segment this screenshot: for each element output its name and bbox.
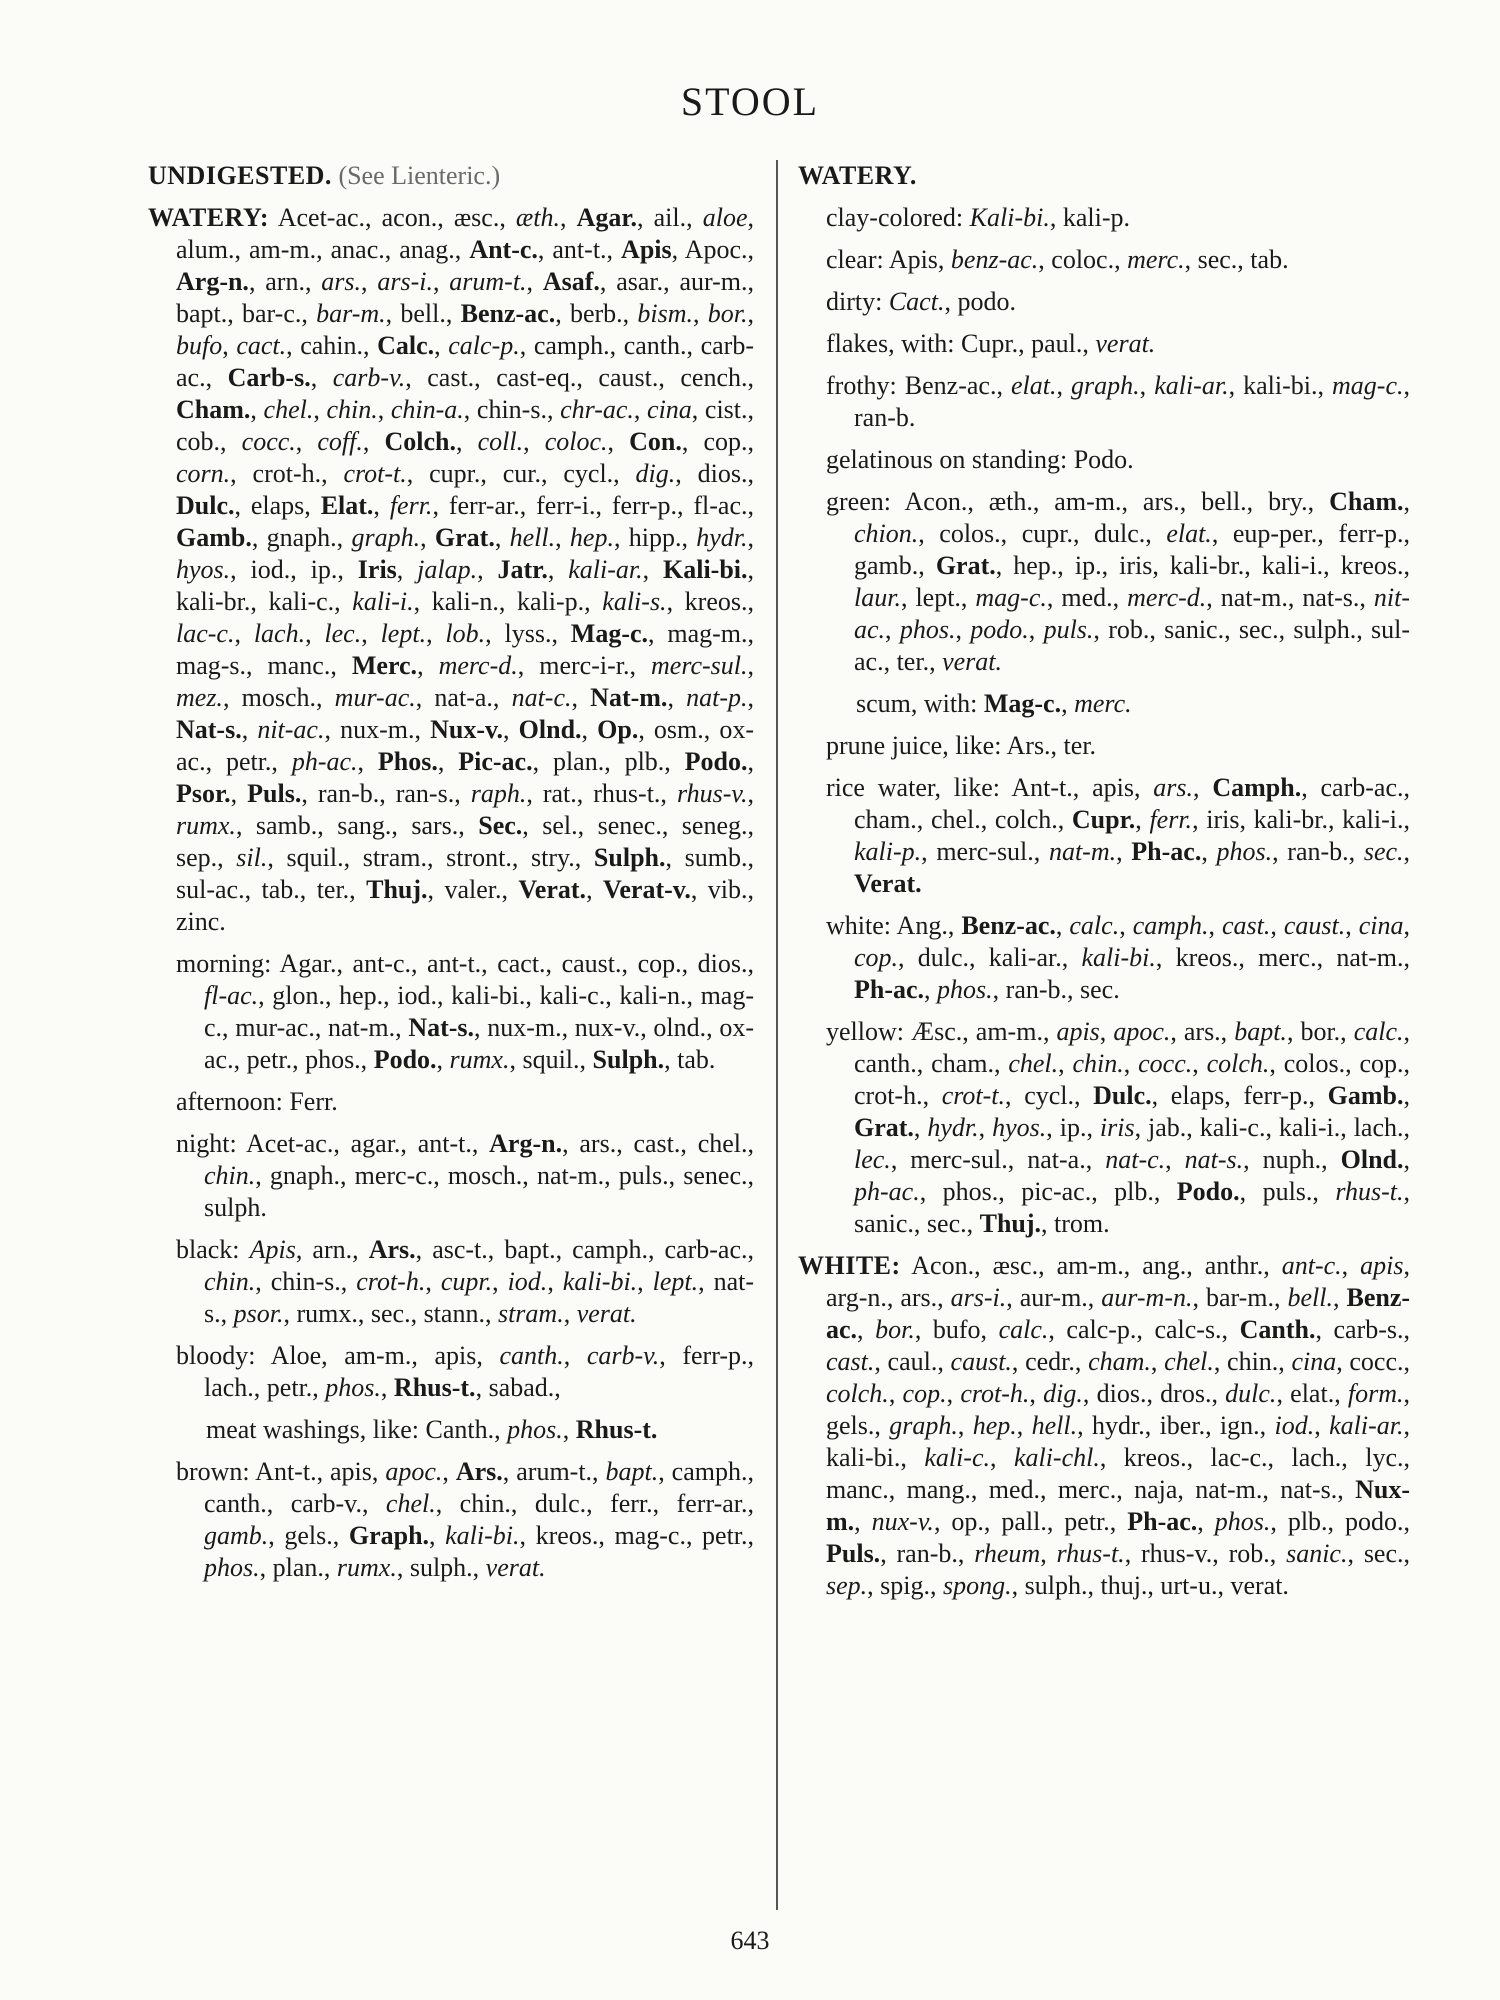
remedy-bold: Carb-s. (227, 363, 311, 392)
remedy-italic: chel. (1008, 1049, 1059, 1078)
remedy-italic: kali-chl. (1013, 1443, 1100, 1472)
remedy-italic: podo. (970, 615, 1029, 644)
rubric-heading: scum, with: (856, 689, 978, 718)
rubric-sub: night: Acet-ac., agar., ant-t., Arg-n., ars., cast., chel., chin., gnaph., merc-c., mosch., nat-m., puls., senec., sulph. (176, 1129, 754, 1222)
remedy-bold: Puls. (826, 1539, 881, 1568)
remedy-italic: ars-i. (377, 267, 433, 296)
remedy-italic: merc. (1127, 245, 1185, 274)
remedy-italic: bar-m. (316, 299, 386, 328)
remedy-italic: mag-c. (975, 583, 1047, 612)
remedy-italic: dig. (635, 459, 676, 488)
remedy-italic: cast. (826, 1347, 875, 1376)
remedy-italic: iod. (1274, 1411, 1315, 1440)
remedy-bold: Con. (629, 427, 682, 456)
remedy-italic: kali-c. (924, 1443, 990, 1472)
remedy-bold: Op. (597, 715, 639, 744)
remedy-bold: Arg-n. (489, 1129, 563, 1158)
remedy-italic: mez. (176, 683, 223, 712)
rubric-sub: afternoon: Ferr. (176, 1087, 338, 1116)
remedy-italic: aur-m-n. (1101, 1283, 1193, 1312)
remedy-italic: iris (1099, 1113, 1135, 1142)
remedy-italic: verat. (576, 1299, 637, 1328)
remedy-italic: apoc. (385, 1457, 443, 1486)
remedy-bold: Thuj. (979, 1209, 1042, 1238)
remedy-bold: Apis (621, 235, 672, 264)
remedy-italic: lach. (253, 619, 306, 648)
remedy-italic: phos. (1214, 1507, 1271, 1536)
remedy-italic: form. (1347, 1379, 1404, 1408)
remedy-italic: lept. (652, 1267, 699, 1296)
remedy-italic: bapt. (1234, 1017, 1287, 1046)
remedy-italic: canth. (499, 1341, 564, 1370)
remedy-italic: rhus-t. (1335, 1177, 1404, 1206)
remedy-italic: puls. (1043, 615, 1094, 644)
remedy-italic: cast. (1222, 911, 1271, 940)
rubric-heading: gelatinous on standing: (826, 445, 1068, 474)
remedy-italic: graph. (351, 523, 421, 552)
rubric-heading: frothy: (826, 371, 897, 400)
remedy-italic: rhus-v. (676, 779, 748, 808)
remedy-italic: benz-ac. (950, 245, 1039, 274)
remedy-italic: nat-c. (1105, 1145, 1166, 1174)
remedy-bold: Camph. (1212, 773, 1302, 802)
rubric-heading: dirty: (826, 287, 883, 316)
remedy-italic: iod. (507, 1267, 548, 1296)
remedy-italic: chel. (1164, 1347, 1214, 1376)
remedy-italic: phos. (1216, 837, 1273, 866)
remedy-italic: fl-ac. (204, 981, 259, 1010)
remedy-italic: bapt. (605, 1457, 659, 1486)
cross-reference: (See Lienteric.) (331, 161, 501, 190)
remedy-italic: Apis (249, 1235, 296, 1264)
remedy-italic: calc. (1069, 911, 1120, 940)
rubric-heading: clear: (826, 245, 884, 274)
remedy-italic: merc-sul. (651, 651, 748, 680)
remedy-italic: colch. (1206, 1049, 1270, 1078)
remedy-italic: cop. (854, 943, 899, 972)
remedy-italic: chin. (326, 395, 378, 424)
remedy-italic: caust. (950, 1347, 1012, 1376)
remedy-italic: sanic. (1286, 1539, 1348, 1568)
remedy-italic: coll. (477, 427, 524, 456)
remedy-bold: Grat. (935, 551, 996, 580)
remedy-bold: Psor. (176, 779, 231, 808)
remedy-bold: Jatr. (497, 555, 548, 584)
remedy-italic: sec. (1363, 837, 1404, 866)
remedy-italic: hep. (972, 1411, 1017, 1440)
remedy-italic: camph. (1132, 911, 1209, 940)
remedy-bold: Gamb. (1327, 1081, 1404, 1110)
rubric-main (798, 160, 1410, 192)
remedy-bold: Iris (357, 555, 397, 584)
remedy-italic: Cact. (888, 287, 945, 316)
remedy-italic: jalap. (417, 555, 478, 584)
remedy-italic: cocc. (1138, 1049, 1193, 1078)
remedy-bold: Sulph. (593, 843, 666, 872)
rubric-sub: flakes, with: Cupr., paul., verat. (826, 329, 1156, 358)
remedy-italic: mur-ac. (334, 683, 416, 712)
remedy-italic: stram. (497, 1299, 564, 1328)
remedy-bold: Elat. (320, 491, 374, 520)
remedy-italic: nit-ac. (854, 583, 1410, 644)
right-column (798, 160, 1410, 1612)
remedy-bold: Mag-c. (983, 689, 1062, 718)
rubric-heading: prune juice, like: (826, 731, 1002, 760)
remedy-bold: Merc. (351, 651, 418, 680)
rubric-heading: clay-colored: (826, 203, 964, 232)
rubric-heading: morning: (176, 949, 272, 978)
remedy-italic: dulc. (1225, 1379, 1277, 1408)
remedy-italic: chin. (204, 1161, 256, 1190)
remedy-italic: lac-c. (176, 619, 235, 648)
remedy-italic: phos. (325, 1373, 381, 1402)
remedy-bold: Ph-ac. (1131, 837, 1202, 866)
rubric-main (148, 160, 754, 192)
remedy-bold: Agar. (576, 203, 638, 232)
remedy-italic: phos. (899, 615, 956, 644)
remedy-italic: nux-v. (871, 1507, 934, 1536)
remedy-italic: nit-ac. (257, 715, 325, 744)
remedy-bold: Sec. (478, 811, 523, 840)
remedy-italic: apoc. (1113, 1017, 1171, 1046)
remedy-italic: carb-v. (332, 363, 406, 392)
remedy-bold: Gamb. (176, 523, 252, 552)
rubric-sub: green: Acon., æth., am-m., ars., bell., bry., Cham., chion., colos., cupr., dulc., elat., eup-per., ferr-p., gamb., Grat., hep., ip., iris, kali-br., kali-i., kreos., laur., lept., mag-c., med., merc-d., nat-m., nat-s., nit-ac., phos., podo., puls., rob., sanic., sec., sulph., sul-ac., ter., verat. (826, 487, 1411, 676)
remedy-bold: Benz-ac. (826, 1283, 1411, 1344)
remedy-bold: Ars. (368, 1235, 416, 1264)
remedy-italic: lob. (445, 619, 486, 648)
remedy-italic: cop. (902, 1379, 947, 1408)
remedy-bold: Arg-n. (176, 267, 249, 296)
remedy-italic: raph. (470, 779, 527, 808)
remedy-italic: mag-c. (1332, 371, 1404, 400)
rubric-heading: rice water, like: (826, 773, 1000, 802)
remedy-italic: gamb. (204, 1521, 269, 1550)
remedy-bold: Thuj. (366, 875, 428, 904)
remedy-italic: kali-p. (854, 837, 922, 866)
remedy-italic: kali-bi. (562, 1267, 638, 1296)
remedy-italic: nat-m. (1048, 837, 1117, 866)
remedy-italic: sep. (826, 1571, 868, 1600)
remedy-italic: nat-s. (1184, 1145, 1244, 1174)
remedy-italic: coloc. (544, 427, 608, 456)
remedy-italic: spong. (943, 1571, 1012, 1600)
remedy-italic: ant-c. (1281, 1251, 1342, 1280)
remedy-italic: verat. (942, 647, 1002, 676)
remedy-italic: cina (1358, 911, 1404, 940)
remedy-bold: Pic-ac. (458, 747, 533, 776)
remedy-bold: Grat. (434, 523, 495, 552)
remedy-italic: cact. (236, 331, 287, 360)
remedy-italic: nat-c. (511, 683, 572, 712)
remedy-italic: kali-bi. (445, 1521, 520, 1550)
rubric-heading: bloody: (176, 1341, 256, 1370)
remedy-italic: colch. (826, 1379, 889, 1408)
remedy-italic: merc-d. (438, 651, 518, 680)
remedy-bold: Cham. (176, 395, 251, 424)
rubric-heading: brown: (176, 1457, 250, 1486)
rubric-sub: dirty: Cact., podo. (826, 287, 1016, 316)
remedy-italic: crot-t. (343, 459, 407, 488)
remedy-bold: Podo. (373, 1045, 437, 1074)
remedy-bold: Ph-ac. (854, 975, 925, 1004)
remedy-italic: bism. (637, 299, 694, 328)
rubric-main: WHITE: Acon., æsc., am-m., ang., anthr., ant-c., apis, arg-n., ars., ars-i., aur-m., aur-m-n., bar-m., bell., Benz-ac., bor., bufo, calc., calc-p., calc-s., Canth., carb-s., cast., caul., caust., cedr., cham., chel., chin., cina, cocc., colch., cop., crot-h., dig., dios., dros., dulc., elat., form., gels., graph., hep., hell., hydr., iber., ign., iod., kali-ar., kali-bi., kali-c., kali-chl., kreos., lac-c., lach., lyc., manc., mang., med., merc., naja, nat-m., nat-s., Nux-m., nux-v., op., pall., petr., Ph-ac., phos., plb., podo., Puls., ran-b., rheum, rhus-t., rhus-v., rob., sanic., sec., sep., spig., spong., sulph., thuj., urt-u., verat. (798, 1251, 1411, 1600)
remedy-italic: lept. (380, 619, 427, 648)
rubric-heading: WATERY. (798, 161, 917, 190)
remedy-italic: kali-ar. (1329, 1411, 1404, 1440)
rubric-sub: clay-colored: Kali-bi., kali-p. (826, 203, 1130, 232)
rubric-sub: gelatinous on standing: Podo. (826, 445, 1134, 474)
remedy-bold: Cham. (1329, 487, 1404, 516)
remedy-italic: ferr. (389, 491, 433, 520)
remedy-italic: caust. (1283, 911, 1346, 940)
remedy-italic: rhus-t. (1056, 1539, 1125, 1568)
remedy-italic: bor. (707, 299, 748, 328)
rubric-sub: prune juice, like: Ars., ter. (826, 731, 1097, 760)
remedy-italic: cham. (1088, 1347, 1151, 1376)
remedy-bold: Verat. (518, 875, 587, 904)
remedy-bold: Rhus-t. (393, 1373, 476, 1402)
remedy-italic: hell. (509, 523, 556, 552)
remedy-italic: chin-a. (390, 395, 464, 424)
remedy-italic: æth. (515, 203, 560, 232)
remedy-italic: ars-i. (950, 1283, 1007, 1312)
rubric-sub: yellow: Æsc., am-m., apis, apoc., ars., bapt., bor., calc., canth., cham., chel., chin., cocc., colch., colos., cop., crot-h., crot-t., cycl., Dulc., elaps, ferr-p., Gamb., Grat., hydr., hyos., ip., iris, jab., kali-c., kali-i., lach., lec., merc-sul., nat-a., nat-c., nat-s., nuph., Olnd., ph-ac., phos., pic-ac., plb., Podo., puls., rhus-t., sanic., sec., Thuj., trom. (826, 1017, 1411, 1238)
remedy-bold: Nux-v. (430, 715, 504, 744)
left-column (148, 160, 754, 1594)
rubric-heading: WHITE: (798, 1251, 901, 1280)
remedy-italic: ph-ac. (854, 1177, 920, 1206)
remedy-italic: kali-s. (602, 587, 667, 616)
rubric-heading: afternoon: (176, 1087, 283, 1116)
remedy-italic: verat. (485, 1553, 546, 1582)
remedy-italic: chin. (1072, 1049, 1124, 1078)
rubric-main: WATERY: Acet-ac., acon., æsc., æth., Agar., ail., aloe, alum., am-m., anac., anag., Ant-c., ant-t., Apis, Apoc., Arg-n., arn., ars., ars-i., arum-t., Asaf., asar., aur-m., bapt., bar-c., bar-m., bell., Benz-ac., berb., bism., bor., bufo, cact., cahin., Calc., calc-p., camph., canth., carb-ac., Carb-s., carb-v., cast., cast-eq., caust., cench., Cham., chel., chin., chin-a., chin-s., chr-ac., cina, cist., cob., cocc., coff., Colch., coll., coloc., Con., cop., corn., crot-h., crot-t., cupr., cur., cycl., dig., dios., Dulc., elaps, Elat., ferr., ferr-ar., ferr-i., ferr-p., fl-ac., Gamb., gnaph., graph., Grat., hell., hep., hipp., hydr., hyos., iod., ip., Iris, jalap., Jatr., kali-ar., Kali-bi., kali-br., kali-c., kali-i., kali-n., kali-p., kali-s., kreos., lac-c., lach., lec., lept., lob., lyss., Mag-c., mag-m., mag-s., manc., Merc., merc-d., merc-i-r., merc-sul., mez., mosch., mur-ac., nat-a., nat-c., Nat-m., nat-p., Nat-s., nit-ac., nux-m., Nux-v., Olnd., Op., osm., ox-ac., petr., ph-ac., Phos., Pic-ac., plan., plb., Podo., Psor., Puls., ran-b., ran-s., raph., rat., rhus-t., rhus-v., rumx., samb., sang., sars., Sec., sel., senec., seneg., sep., sil., squil., stram., stront., stry., Sulph., sumb., sul-ac., tab., ter., Thuj., valer., Verat., Verat-v., vib., zinc. (148, 203, 755, 936)
rubric-sub: black: Apis, arn., Ars., asc-t., bapt., camph., carb-ac., chin., chin-s., crot-h., cupr., iod., kali-bi., lept., nat-s., psor., rumx., sec., stann., stram., verat. (176, 1235, 755, 1328)
column-divider (776, 160, 778, 1910)
remedy-italic: laur. (854, 583, 901, 612)
remedy-bold: Colch. (384, 427, 456, 456)
remedy-italic: graph. (889, 1411, 958, 1440)
page-title: STOOL (680, 79, 820, 124)
rubric-heading: flakes, with: (826, 329, 955, 358)
remedy-italic: calc. (1353, 1017, 1404, 1046)
rubric-heading: meat washings, like: (206, 1415, 420, 1444)
remedy-italic: chel. (385, 1489, 436, 1518)
remedy-bold: Nat-s. (408, 1013, 475, 1042)
remedy-italic: hell. (1031, 1411, 1078, 1440)
remedy-italic: ph-ac. (291, 747, 358, 776)
remedy-italic: hydr. (927, 1113, 979, 1142)
remedy-bold: Cupr. (1071, 805, 1136, 834)
remedy-italic: rumx. (336, 1553, 397, 1582)
remedy-bold: Canth. (1239, 1315, 1316, 1344)
remedy-italic: chel. (263, 395, 314, 424)
remedy-italic: hyos. (176, 555, 231, 584)
remedy-italic: cocc. (241, 427, 296, 456)
remedy-italic: calc-p. (448, 331, 520, 360)
rubric-sub: clear: Apis, benz-ac., coloc., merc., sec., tab. (826, 245, 1289, 274)
rubric-sub: meat washings, like: Canth., phos., Rhus-t. (206, 1415, 658, 1444)
remedy-italic: bell. (1287, 1283, 1334, 1312)
remedy-italic: chin. (204, 1267, 256, 1296)
remedy-italic: chr-ac. (560, 395, 634, 424)
remedy-italic: corn. (176, 459, 231, 488)
rubric-sub: white: Ang., Benz-ac., calc., camph., cast., caust., cina, cop., dulc., kali-ar., kali-bi., kreos., merc., nat-m., Ph-ac., phos., ran-b., sec. (826, 911, 1411, 1004)
remedy-italic: lec. (854, 1145, 891, 1174)
remedy-italic: cina (1291, 1347, 1337, 1376)
rubric-heading: black: (176, 1235, 240, 1264)
remedy-bold: Puls. (247, 779, 302, 808)
remedy-italic: rumx. (176, 811, 236, 840)
remedy-bold: Grat. (854, 1113, 914, 1142)
remedy-italic: hep. (569, 523, 614, 552)
remedy-bold: Calc. (377, 331, 435, 360)
remedy-bold: Benz-ac. (460, 299, 556, 328)
remedy-italic: phos. (204, 1553, 260, 1582)
remedy-italic: bufo (176, 331, 223, 360)
remedy-bold: Dulc. (1093, 1081, 1152, 1110)
remedy-bold: Asaf. (542, 267, 600, 296)
remedy-italic: hyos. (992, 1113, 1047, 1142)
rubric-sub: bloody: Aloe, am-m., apis, canth., carb-v., ferr-p., lach., petr., phos., Rhus-t., sabad., (176, 1341, 754, 1402)
remedy-bold: Ars. (455, 1457, 503, 1486)
rubric-sub: brown: Ant-t., apis, apoc., Ars., arum-t., bapt., camph., canth., carb-v., chel., chin., dulc., ferr., ferr-ar., gamb., gels., Graph., kali-bi., kreos., mag-c., petr., phos., plan., rumx., sulph., verat. (176, 1457, 755, 1582)
remedy-bold: Dulc. (176, 491, 235, 520)
remedy-italic: sil. (236, 843, 268, 872)
rubric-heading: white: (826, 911, 891, 940)
remedy-italic: phos. (937, 975, 993, 1004)
remedy-italic: phos. (507, 1415, 563, 1444)
rubric-sub: morning: Agar., ant-c., ant-t., cact., caust., cop., dios., fl-ac., glon., hep., iod., kali-bi., kali-c., kali-n., mag-c., mur-ac., nat-m., Nat-s., nux-m., nux-v., olnd., ox-ac., petr., phos., Podo., rumx., squil., Sulph., tab. (176, 949, 754, 1074)
remedy-italic: apis (1360, 1251, 1404, 1280)
remedy-italic: ars. (1153, 773, 1194, 802)
remedy-bold: Podo. (684, 747, 748, 776)
remedy-italic: rheum (974, 1539, 1041, 1568)
remedy-italic: carb-v. (586, 1341, 660, 1370)
remedy-italic: kali-ar. (1154, 371, 1229, 400)
remedy-italic: kali-ar. (568, 555, 643, 584)
remedy-bold: Olnd. (1340, 1145, 1404, 1174)
remedy-italic: kali-i. (352, 587, 414, 616)
remedy-bold: Verat. (854, 869, 922, 898)
remedy-bold: Olnd. (518, 715, 582, 744)
remedy-bold: Mag-c. (570, 619, 649, 648)
remedy-italic: elat. (1166, 519, 1212, 548)
rubric-heading: WATERY: (148, 203, 270, 232)
remedy-bold: Nux-m. (826, 1475, 1410, 1536)
remedy-italic: Kali-bi. (969, 203, 1050, 232)
remedy-bold: Benz-ac. (961, 911, 1056, 940)
remedy-italic: elat. (1011, 371, 1057, 400)
remedy-italic: apis (1056, 1017, 1100, 1046)
remedy-bold: Phos. (377, 747, 438, 776)
rubric-sub: scum, with: Mag-c., merc. (856, 689, 1132, 718)
remedy-bold: Rhus-t. (575, 1415, 658, 1444)
rubric-heading: yellow: (826, 1017, 904, 1046)
remedy-bold: Ph-ac. (1127, 1507, 1198, 1536)
rubric-sub: rice water, like: Ant-t., apis, ars., Camph., carb-ac., cham., chel., colch., Cupr., ferr., iris, kali-br., kali-i., kali-p., merc-sul., nat-m., Ph-ac., phos., ran-b., sec., Verat. (826, 773, 1411, 898)
remedy-italic: hydr. (696, 523, 748, 552)
remedy-italic: merc-d. (1127, 583, 1207, 612)
remedy-italic: coff. (317, 427, 363, 456)
remedy-bold: Podo. (1176, 1177, 1240, 1206)
remedy-italic: cina (647, 395, 692, 424)
remedy-italic: bor. (875, 1315, 915, 1344)
remedy-bold: Ant-c. (469, 235, 538, 264)
remedy-italic: arum-t. (449, 267, 527, 296)
remedy-italic: crot-h. (960, 1379, 1030, 1408)
remedy-italic: psor. (233, 1299, 284, 1328)
remedy-italic: kali-bi. (1081, 943, 1156, 972)
remedy-italic: dig. (1043, 1379, 1083, 1408)
remedy-italic: chion. (854, 519, 919, 548)
remedy-bold: Nat-m. (590, 683, 668, 712)
rubric-heading: UNDIGESTED. (148, 161, 332, 190)
remedy-italic: cupr. (440, 1267, 493, 1296)
remedy-italic: nat-p. (686, 683, 748, 712)
remedy-italic: ferr. (1149, 805, 1193, 834)
rubric-heading: green: (826, 487, 891, 516)
remedy-italic: lec. (324, 619, 362, 648)
remedy-bold: Verat-v. (603, 875, 691, 904)
rubric-sub: frothy: Benz-ac., elat., graph., kali-ar., kali-bi., mag-c., ran-b. (826, 371, 1410, 432)
remedy-bold: Sulph. (592, 1045, 665, 1074)
remedy-italic: calc. (998, 1315, 1049, 1344)
remedy-bold: Kali-bi. (663, 555, 748, 584)
page-number: 643 (730, 1926, 770, 1955)
remedy-italic: crot-t. (941, 1081, 1006, 1110)
rubric-heading: night: (176, 1129, 237, 1158)
remedy-italic: merc. (1074, 689, 1132, 718)
remedy-bold: Nat-s. (176, 715, 242, 744)
remedy-italic: aloe (702, 203, 748, 232)
remedy-bold: Graph. (348, 1521, 430, 1550)
remedy-italic: rumx. (449, 1045, 510, 1074)
remedy-italic: verat. (1095, 329, 1156, 358)
remedy-italic: ars. (321, 267, 362, 296)
remedy-italic: graph. (1071, 371, 1140, 400)
remedy-italic: crot-h. (356, 1267, 426, 1296)
